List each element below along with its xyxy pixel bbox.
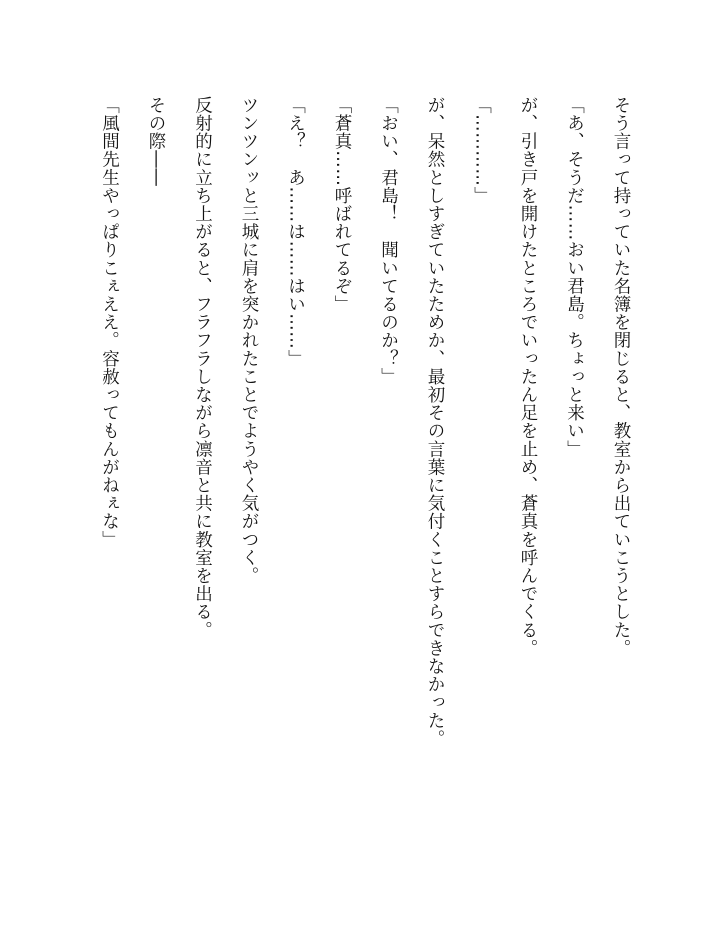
- paragraph-1: そう言って持っていた名簿を閉じると、教室から出ていこうとした。: [611, 96, 631, 658]
- paragraph-4: 「…………」: [471, 96, 492, 205]
- paragraph-9: ツンツンッと三城に肩を突かれたことでようやく気がつく。: [239, 96, 259, 585]
- paragraph-7: 「蒼真……呼ばれてるぞ」: [332, 96, 352, 314]
- paragraph-12: 「風間先生やっぱりこぇええ。容赦ってもんがねぇな」: [99, 96, 120, 549]
- vertical-text-body: [86, 96, 644, 896]
- paragraph-10: 反射的に立ち上がると、フラフラしながら凛音と共に教室を出る。: [192, 96, 213, 639]
- paragraph-11: その際――: [146, 96, 166, 187]
- paragraph-2: 「あ、そうだ……おい君島。ちょっと来い」: [564, 96, 585, 458]
- paragraph-5: が、呆然としすぎていたためか、最初その言葉に気付くことすらできなかった。: [425, 96, 445, 748]
- paragraph-3: が、引き戸を開けたところでいったん足を止め、蒼真を呼んでくる。: [518, 96, 538, 658]
- paragraph-6: 「おい、君島！ 聞いてるのか？」: [378, 96, 399, 386]
- paragraph-8: 「え？ あ……は……はい……」: [285, 96, 306, 368]
